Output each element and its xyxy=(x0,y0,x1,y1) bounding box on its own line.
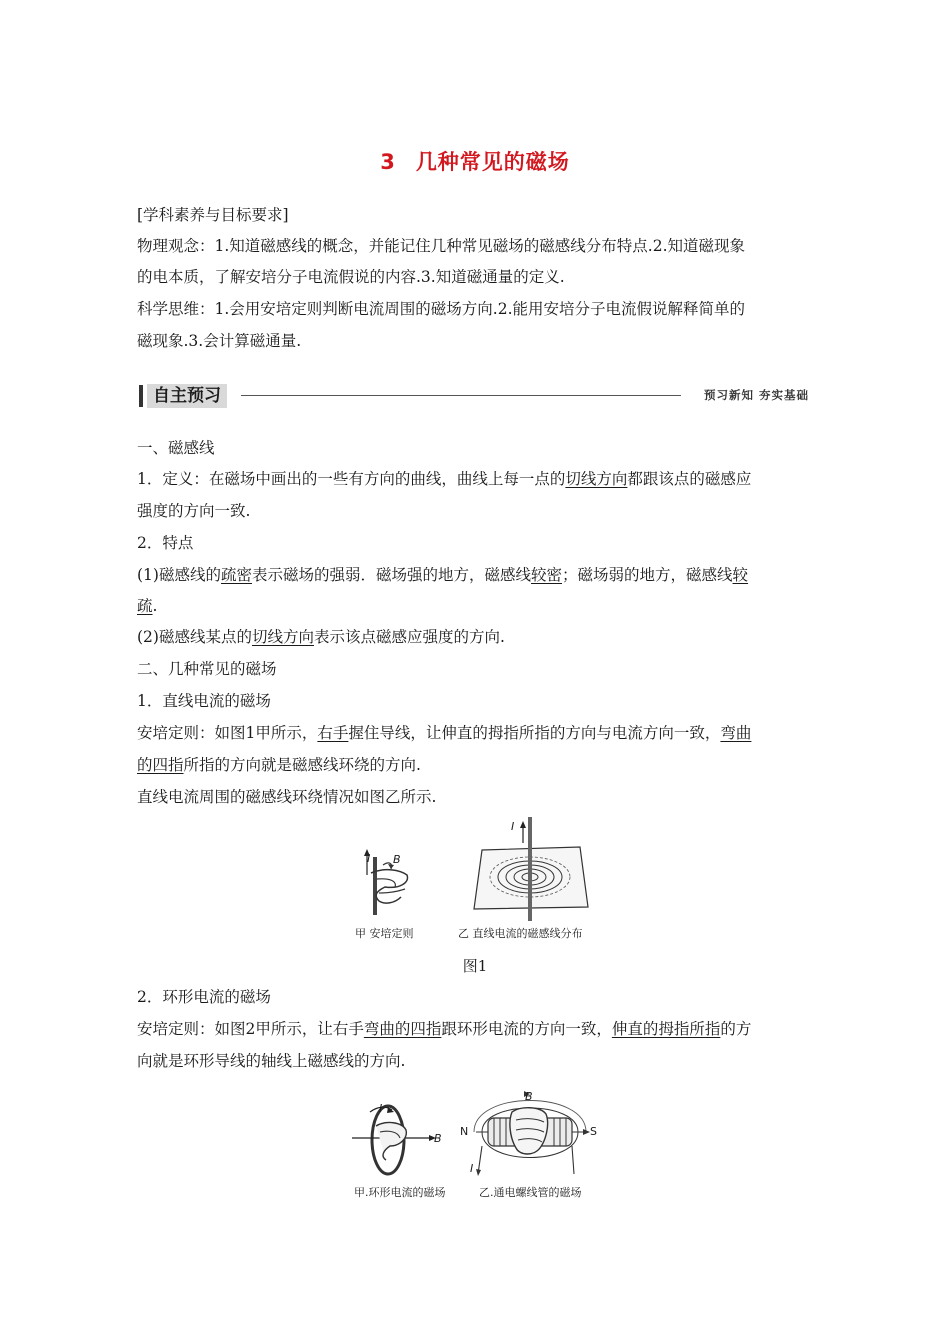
fig1-label-I-b: I xyxy=(511,820,515,833)
underlined-term: 右手 xyxy=(317,724,349,742)
fig1-straight-current-field xyxy=(470,815,595,923)
underlined-term: 弯曲的四指 xyxy=(363,1020,442,1038)
underlined-term: 疏密 xyxy=(220,566,252,584)
text-run: (2)磁感线某点的 xyxy=(137,628,252,646)
underlined-term: 切线方向 xyxy=(251,628,314,646)
fig1-label-B: B xyxy=(393,853,401,866)
s2-sub1: 1．直线电流的磁场 xyxy=(137,692,271,710)
text-run: 安培定则：如图1甲所示， xyxy=(137,724,318,742)
section-bar xyxy=(137,382,817,410)
text-run: 的方 xyxy=(720,1020,752,1038)
s1-definition xyxy=(137,469,817,489)
underlined-term: 弯曲 xyxy=(720,724,752,742)
underlined-term: 疏 xyxy=(137,597,153,615)
text-run: 所指的方向就是磁感线环绕的方向. xyxy=(183,756,421,774)
fig2-label-S: S xyxy=(590,1125,597,1138)
section-label: 自主预习 xyxy=(147,384,227,408)
fig2-caption-b: 乙.通电螺线管的磁场 xyxy=(479,1186,582,1199)
text-run: 1．定义：在磁场中画出的一些有方向的曲线，曲线上每一点的 xyxy=(137,470,566,488)
underlined-term: 较密 xyxy=(531,566,563,584)
fig2-solenoid-field xyxy=(460,1090,600,1180)
section-rule xyxy=(241,395,681,396)
s1-heading: 一、磁感线 xyxy=(137,439,215,457)
goals-line-2: 的电本质，了解安培分子电流假说的内容.3.知道磁通量的定义. xyxy=(137,268,565,286)
s2-rule-1-note: 直线电流周围的磁感线环绕情况如图乙所示. xyxy=(137,788,437,806)
fig2-label-B-b: B xyxy=(525,1090,533,1103)
s1-definition-2: 强度的方向一致. xyxy=(137,502,251,520)
fig1-title: 图1 xyxy=(462,957,488,975)
section-bar-mark xyxy=(139,385,143,407)
s1-feature-heading: 2．特点 xyxy=(137,534,194,552)
section-right-label: 预习新知 夯实基础 xyxy=(703,388,809,402)
underlined-term: 的四指 xyxy=(137,756,184,774)
fig1-caption-a: 甲 安培定则 xyxy=(355,927,414,940)
s1-feature-1-cont xyxy=(137,596,817,616)
underlined-term: 切线方向 xyxy=(565,470,628,488)
goals-line-3: 科学思维：1.会用安培定则判断电流周围的磁场方向.2.能用安培分子电流假说解释简单的 xyxy=(137,300,746,318)
text-run: 都跟该点的磁感应 xyxy=(627,470,752,488)
fig2-label-B: B xyxy=(434,1132,442,1145)
page-title xyxy=(0,146,950,176)
s2-rule-1-cont xyxy=(137,755,817,775)
fig1-caption-b: 乙 直线电流的磁感线分布 xyxy=(458,927,583,940)
s2-rule-2-cont: 向就是环形导线的轴线上磁感线的方向. xyxy=(137,1052,406,1070)
title-text: 几种常见的磁场 xyxy=(415,150,570,174)
fig1-label-I: I xyxy=(367,852,371,865)
s2-rule-2 xyxy=(137,1019,817,1039)
s2-sub2: 2．环形电流的磁场 xyxy=(137,988,271,1006)
fig2-label-I: I xyxy=(379,1102,383,1115)
fig2-label-N: N xyxy=(460,1125,469,1138)
text-run: 安培定则：如图2甲所示，让右手 xyxy=(137,1020,364,1038)
fig2-label-I-b: I xyxy=(470,1162,474,1175)
s2-heading: 二、几种常见的磁场 xyxy=(137,660,277,678)
underlined-term: 伸直的拇指所指 xyxy=(611,1020,721,1038)
text-run: (1)磁感线的 xyxy=(137,566,221,584)
text-run: 表示该点磁感应强度的方向. xyxy=(313,628,505,646)
goals-line-4: 磁现象.3.会计算磁通量. xyxy=(137,332,302,350)
title-number: 3 xyxy=(380,150,396,174)
text-run: . xyxy=(152,597,158,615)
text-run: 表示磁场的强弱．磁场强的地方，磁感线 xyxy=(251,566,531,584)
fig2-caption-a: 甲.环形电流的磁场 xyxy=(354,1186,446,1199)
text-run: ；磁场弱的地方，磁感线 xyxy=(562,566,733,584)
s1-feature-1 xyxy=(137,565,817,585)
s1-feature-2 xyxy=(137,627,817,647)
underlined-term: 较 xyxy=(732,566,749,584)
goals-heading: [学科素养与目标要求] xyxy=(137,206,289,224)
text-run: 跟环形电流的方向一致， xyxy=(441,1020,612,1038)
text-run: 握住导线，让伸直的拇指所指的方向与电流方向一致， xyxy=(348,724,721,742)
goals-line-1: 物理观念：1.知道磁感线的概念，并能记住几种常见磁场的磁感线分布特点.2.知道磁现象 xyxy=(137,237,746,255)
s2-rule-1 xyxy=(137,723,817,743)
